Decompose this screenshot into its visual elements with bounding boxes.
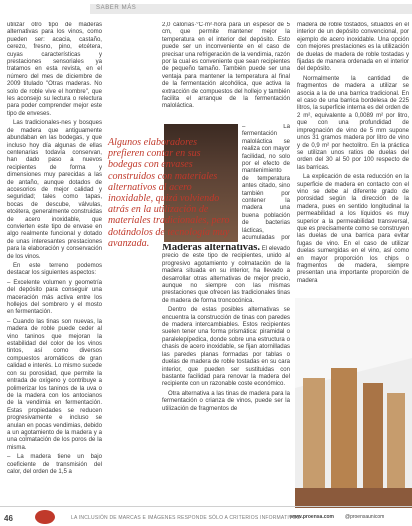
col2-heading-tail: El elevado precio de este tipo de recipientes, unido al progresivo agotamiento y colmatación de la madera situada en su interior, ha llevado a desarrollar otras alternativas de mejor precio, aunque no siempre con las mismas prestaciones que ofrecen las tradicionales tinas de madera de forma troncocónica.	[162, 246, 290, 304]
footer-twitter-link[interactable]: @proensaunicom	[345, 514, 385, 520]
pullquote: Algunos elaboradores prefieren contar en sus bodegas con envases construidos con materiales alternativos al acero inoxidable, quizá volviendo atrás en la utilización de materiales tradicionales, pero dotándolos de tecnología muy avanzada.	[108, 137, 230, 249]
col1-para-1: utilizar otro tipo de maderas alternativas para los vinos, como pueden ser: acacia, castaño, cerezo, fresno, pino, etcétera, cuyas características y prestaciones sensoriales ya tratamos en esta revista, en el número del mes de diciembre de 2009 titulado "Otras maderas. No solo de roble vive el hombre", que les aconsejo su lectura o relectura para poder comprender mejor este tipo de enveses.	[7, 22, 102, 117]
col3-para-3: La explicación de esta reducción en la superficie de madera en contacto con el vino se debe al diferente grado de porosidad según la dirección de la madera, pues en sentido longitudinal la permeabilidad a los líquidos es muy superior a la permeabilidad transversal, que es precisamente como se construyen las duelas de una barrica para evitar fugas de vino. En el caso de utilizar duelas sumergidas en el vino, así como en mayor proporción los chips o fragmentos de madera, siempre presentan una importante proporción de madera	[297, 174, 409, 284]
section-label: SABER MÁS	[96, 5, 137, 11]
col3-para-2: Normalmente la cantidad de fragmentos de madera a utilizar se asocia a la de una barrica tradicional. En el caso de una barrica bordelesa de 225 litros, la superficie interna es del orden de 2 m², equivalente a 0,0089 m² por litro, que con una profundidad de impregnación de vino de 5 mm supone unos 31 gramos madera por litro de vino y de 0,9 m² por hectolitro. En la práctica se utilizan unos ratios de duelas del orden del 30 al 50 por 100 respecto de las barricas.	[297, 75, 409, 171]
column-3	[297, 22, 409, 296]
col2-para-3: Dentro de estas posibles alternativas se encuentra la construcción de tinas con paredes de madera intercambiables. Estos recipientes suelen tener una forma prismática: piramidal o paralelepípedica, donde sobre una estructura o chasis de acero inoxidable, se fijan atornilladas las paredes planas formadas por tablas o duelas de madera de roble tostadas en su cara interior, que pueden ser sustituidas con bastante facilidad para renovar la madera del recipiente con un razonable coste económico.	[162, 307, 290, 388]
cellar-photo	[295, 298, 412, 508]
page-number: 46	[4, 514, 13, 523]
footer-website-link[interactable]: www.proensa.com	[290, 514, 334, 520]
section-header-bar	[90, 4, 412, 14]
col1-para-6: – La madera tiene un bajo coeficiente de transmisión del calor, del orden de 1,5 a	[7, 454, 102, 475]
col1-para-3: En este terreno podemos destacar los siguientes aspectos:	[7, 263, 102, 277]
column-2-side	[242, 124, 290, 242]
column-1	[7, 22, 102, 504]
col2-para-1: 2,0 calorías·°C·m²·hora para un espesor de 5 cm, que permite mantener mejor la temperatura en el interior del depósito. Esto puede ser un inconveniente en el caso de precisar una refrigeración de la vendimia, razón por la cual es conveniente que sean recipientes de pequeño tamaño. También puede ser una ventaja para mantener la temperatura al final de la fermentación alcohólica, que activa la extracción de compuestos del hollejo y también facilita el arranque de la fermentación maloláctica.	[162, 22, 290, 110]
magazine-logo	[35, 510, 55, 524]
section-heading: Maderas alternativas.	[162, 244, 261, 253]
column-2-bottom	[162, 244, 290, 504]
col1-para-2: Las tradicionales-nes y bosques de madera que antiguamente abundaban en las bodegas, y que incluso hoy día algunas de ellas centenarias todavía conservan, han dado paso a nuevos recipientes de forma y dimensiones muy parecidas a las de antaño, aunque dotados de accesorios de mejor calidad y seguridad; tales como tapas, bocas de descube, válvulas, etcétera, generalmente construidas de acero inoxidable, que convierten este tipo de envase en algo realmente funcional y dotado de unas interesantes prestaciones para la elaboración y conservación de los vinos.	[7, 120, 102, 260]
col1-para-4: – Excelente volumen y geometría del depósito para conseguir una maceración más activa entre los hollejos del sombrero y el mosto en fermentación.	[7, 279, 102, 316]
col2-para-2: – La fermentación maloláctica se realiza con mayor facilidad, no solo por el efecto de mantenimiento de temperatura antes citado, sino también por contener la madera una buena población de bacterias lácticas, acumuladas por	[242, 124, 290, 242]
col2-para-4: Otra alternativa a las tinas de madera para la fermentación o crianza de vinos, puede ser la utilización de fragmentos de	[162, 390, 290, 412]
cellar-illustration	[295, 298, 412, 508]
footer-disclaimer: LA INCLUSIÓN DE MARCAS E IMÁGENES RESPONDE SÓLO A CRITERIOS INFORMATIVOS	[71, 515, 301, 521]
col3-para-1: madera de roble tostados, situados en el interior de un depósito convencional, por ejemplo de acero inoxidable. Una opción con mejores prestaciones es la utilización de duelas de madera de roble tostadas y fijadas de manera ordenada en el interior del depósito.	[297, 22, 409, 73]
col1-para-5: – Cuando las tinas son nuevas, la madera de roble puede ceder al vino taninos que mejoran la estabilidad del color de los vinos tintos, así como diversos compuestos aromáticos de gran calidad e interés. Lo mismo sucede con su porosidad, que permite la entrada de oxígeno y contribuye a polimerizar los taninos de la uva o de la madera con los antocianos de la vendimia en fermentación. Estas propiedades se reducen progresivamente e incluso se anulan en pocas vendimias, debido a un agotamiento de la madera y a una colmatación de los poros de la misma.	[7, 318, 102, 451]
page-footer	[0, 506, 412, 526]
column-2-top	[162, 22, 290, 122]
